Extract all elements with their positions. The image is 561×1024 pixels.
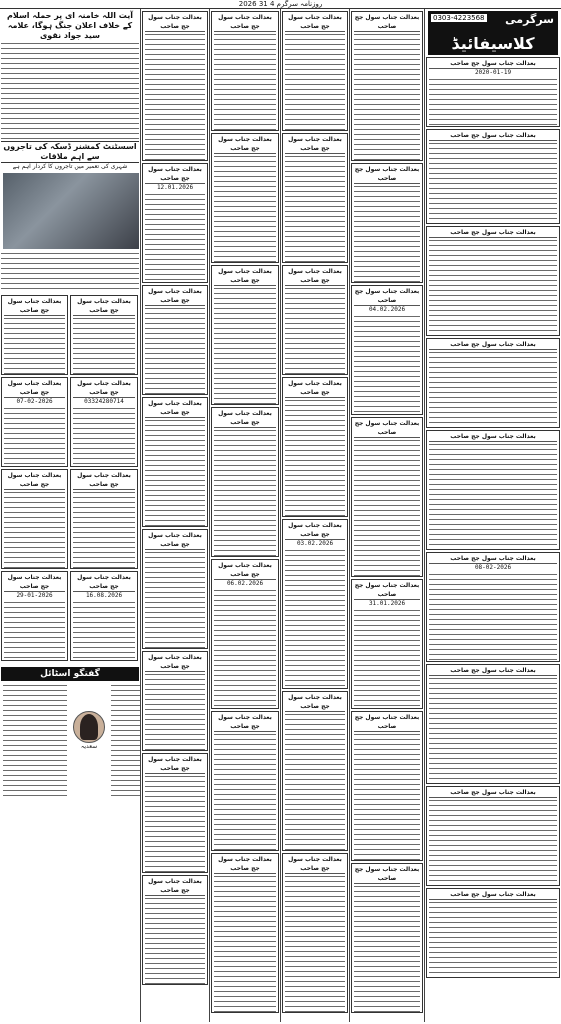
ad-heading: بعدالت جناب سول جج صاحب — [429, 554, 557, 564]
ad-block — [426, 552, 560, 662]
ad-block — [426, 664, 560, 784]
ad-heading: بعدالت جناب سول جج صاحب — [354, 866, 420, 882]
ad-heading: بعدالت جناب سول جج صاحب — [73, 297, 135, 316]
ad-heading: بعدالت جناب سول جج صاحب — [429, 340, 557, 350]
oped-text-right — [111, 683, 140, 797]
ad-heading: بعدالت جناب سول جج صاحب — [429, 890, 557, 900]
headline-2: اسسٹنٹ کمشنر ڈسکہ کی تاجروں سے اہم ملاقات — [1, 141, 139, 163]
ad-block — [351, 285, 423, 415]
ad-block — [1, 295, 68, 375]
ad-block — [426, 129, 560, 224]
news-photo-wrap — [1, 171, 139, 251]
ad-heading: بعدالت جناب سول جج صاحب — [285, 521, 345, 540]
ad-heading: بعدالت جناب سول جج صاحب — [429, 788, 557, 798]
column-2 — [350, 9, 425, 1022]
ad-block — [142, 11, 208, 161]
ad-block — [211, 559, 279, 709]
ad-heading: بعدالت جناب سول جج صاحب — [429, 432, 557, 442]
column-4 — [210, 9, 281, 1022]
ad-block — [426, 888, 560, 978]
ad-block — [426, 57, 560, 127]
ad-block — [426, 786, 560, 886]
ad-heading: بعدالت جناب سول جج صاحب — [354, 166, 420, 182]
ad-block — [142, 753, 208, 873]
column-5 — [141, 9, 210, 1022]
ad-block — [351, 163, 423, 283]
ad-block — [351, 417, 423, 577]
ad-heading: بعدالت جناب سول جج صاحب — [145, 165, 205, 184]
ad-heading: بعدالت جناب سول جج صاحب — [214, 713, 276, 732]
ad-heading: بعدالت جناب سول جج صاحب — [429, 666, 557, 676]
ad-heading: بعدالت جناب سول جج صاحب — [285, 13, 345, 32]
ad-block — [351, 11, 423, 161]
ad-heading: بعدالت جناب سول جج صاحب — [145, 877, 205, 896]
news-photo — [3, 173, 139, 249]
ad-block — [211, 853, 279, 1013]
ad-block — [282, 265, 348, 375]
ad-block — [211, 407, 279, 557]
ad-heading: بعدالت جناب سول جج صاحب — [214, 267, 276, 286]
classified-brand: سرگرمی — [505, 13, 554, 26]
ad-block — [211, 133, 279, 263]
ad-heading: بعدالت جناب سول جج صاحب — [145, 13, 205, 32]
ad-heading: بعدالت جناب سول جج صاحب — [4, 573, 65, 592]
ad-heading: بعدالت جناب سول جج صاحب — [354, 14, 420, 30]
headline-1: آیت اللہ خامنہ ای پر حملہ اسلام کے خلاف اعلان جنگ ہوگا، علامہ سید جواد نقوی — [7, 11, 133, 40]
ad-block — [142, 875, 208, 985]
ad-heading: بعدالت جناب سول جج صاحب — [285, 135, 345, 154]
ad-date: 16.08.2026 — [85, 592, 123, 599]
ad-block — [426, 226, 560, 336]
ad-heading: بعدالت جناب سول جج صاحب — [354, 288, 420, 304]
ad-heading: بعدالت جناب سول جج صاحب — [429, 59, 557, 69]
column-6 — [0, 9, 141, 1022]
lower-left-col-b — [1, 293, 68, 663]
ad-heading: بعدالت جناب سول جج صاحب — [145, 653, 205, 672]
author-caption: سعدیہ — [80, 743, 98, 750]
ad-block — [142, 651, 208, 751]
column-1 — [425, 9, 561, 1022]
lower-left-ads — [1, 293, 139, 663]
ad-block — [1, 377, 68, 467]
ad-heading: بعدالت جناب سول جج صاحب — [4, 471, 65, 490]
ad-heading: بعدالت جناب سول جج صاحب — [214, 409, 276, 428]
author-avatar — [73, 711, 105, 743]
ad-block — [282, 691, 348, 851]
ad-date: 08-02-2026 — [474, 564, 512, 571]
ad-block — [351, 863, 423, 1013]
ad-date: 2020-01-19 — [474, 69, 512, 76]
ad-block — [70, 469, 138, 569]
ad-block — [282, 853, 348, 1013]
ad-heading: بعدالت جناب سول جج صاحب — [145, 399, 205, 418]
ad-heading: بعدالت جناب سول جج صاحب — [285, 267, 345, 286]
ad-date: 07-02-2026 — [16, 398, 53, 405]
ad-heading: بعدالت جناب سول جج صاحب — [285, 855, 345, 874]
ad-heading: بعدالت جناب سول جج صاحب — [214, 135, 276, 154]
ad-heading: بعدالت جناب سول جج صاحب — [4, 297, 65, 316]
ad-phone: 03324280714 — [84, 398, 124, 405]
oped-text — [3, 683, 67, 797]
dateline: روزنامہ سرگرم 4 31 2026 — [0, 0, 561, 9]
ad-block — [211, 711, 279, 851]
ad-heading: بعدالت جناب سول جج صاحب — [285, 693, 345, 712]
ad-date: 06.02.2026 — [226, 580, 264, 587]
ad-block — [70, 571, 138, 661]
ad-heading: بعدالت جناب سول جج صاحب — [145, 287, 205, 306]
oped-block — [1, 681, 139, 801]
ad-heading: بعدالت جناب سول جج صاحب — [145, 531, 205, 550]
ad-heading: بعدالت جناب سول جج صاحب — [354, 582, 420, 598]
ad-heading: بعدالت جناب سول جج صاحب — [73, 471, 135, 490]
ad-block — [282, 133, 348, 263]
news-text-2 — [1, 251, 139, 291]
ad-block — [351, 579, 423, 709]
ad-block — [211, 265, 279, 405]
ad-block — [70, 295, 138, 375]
ad-date: 04.02.2026 — [368, 306, 406, 313]
ad-block — [426, 338, 560, 428]
classified-masthead — [428, 11, 558, 55]
ad-block — [282, 377, 348, 517]
headline-3: شہری کی تعمیر میں تاجروں کا کردار اہم ہے — [12, 163, 128, 170]
ad-block — [211, 11, 279, 131]
ad-heading: بعدالت جناب سول جج صاحب — [354, 420, 420, 436]
ad-heading: بعدالت جناب سول جج صاحب — [73, 573, 135, 592]
ad-block — [70, 377, 138, 467]
ad-date: 29-01-2026 — [16, 592, 53, 599]
ad-block — [426, 430, 560, 550]
ad-heading: بعدالت جناب سول جج صاحب — [214, 855, 276, 874]
ad-block — [1, 571, 68, 661]
ad-block — [282, 519, 348, 689]
ad-heading: بعدالت جناب سول جج صاحب — [429, 228, 557, 238]
ad-heading: بعدالت جناب سول جج صاحب — [285, 379, 345, 398]
ad-block — [351, 711, 423, 861]
ad-block — [142, 163, 208, 283]
ad-block — [142, 285, 208, 395]
ad-heading: بعدالت جناب سول جج صاحب — [214, 561, 276, 580]
ad-heading: بعدالت جناب سول جج صاحب — [214, 13, 276, 32]
ad-heading: بعدالت جناب سول جج صاحب — [354, 714, 420, 730]
column-3 — [281, 9, 350, 1022]
lower-left-col-a — [70, 293, 138, 663]
ad-heading: بعدالت جناب سول جج صاحب — [145, 755, 205, 774]
ad-block — [142, 529, 208, 649]
classified-phone: 0303-4223568 — [433, 14, 485, 22]
ad-date: 12.01.2026 — [156, 184, 194, 191]
ad-heading: بعدالت جناب سول جج صاحب — [73, 379, 135, 398]
news-text-1 — [1, 41, 139, 141]
ad-date: 03.02.2026 — [296, 540, 334, 547]
ad-heading: بعدالت جناب سول جج صاحب — [429, 131, 557, 141]
ad-heading: بعدالت جناب سول جج صاحب — [4, 379, 65, 398]
ad-block — [1, 469, 68, 569]
ad-block — [282, 11, 348, 131]
column-title-bar: گفتگو اسٹائل — [1, 667, 139, 681]
ad-date: 31.01.2026 — [368, 600, 406, 607]
classified-title: کلاسیفائیڈ — [451, 34, 535, 53]
ad-block — [142, 397, 208, 527]
